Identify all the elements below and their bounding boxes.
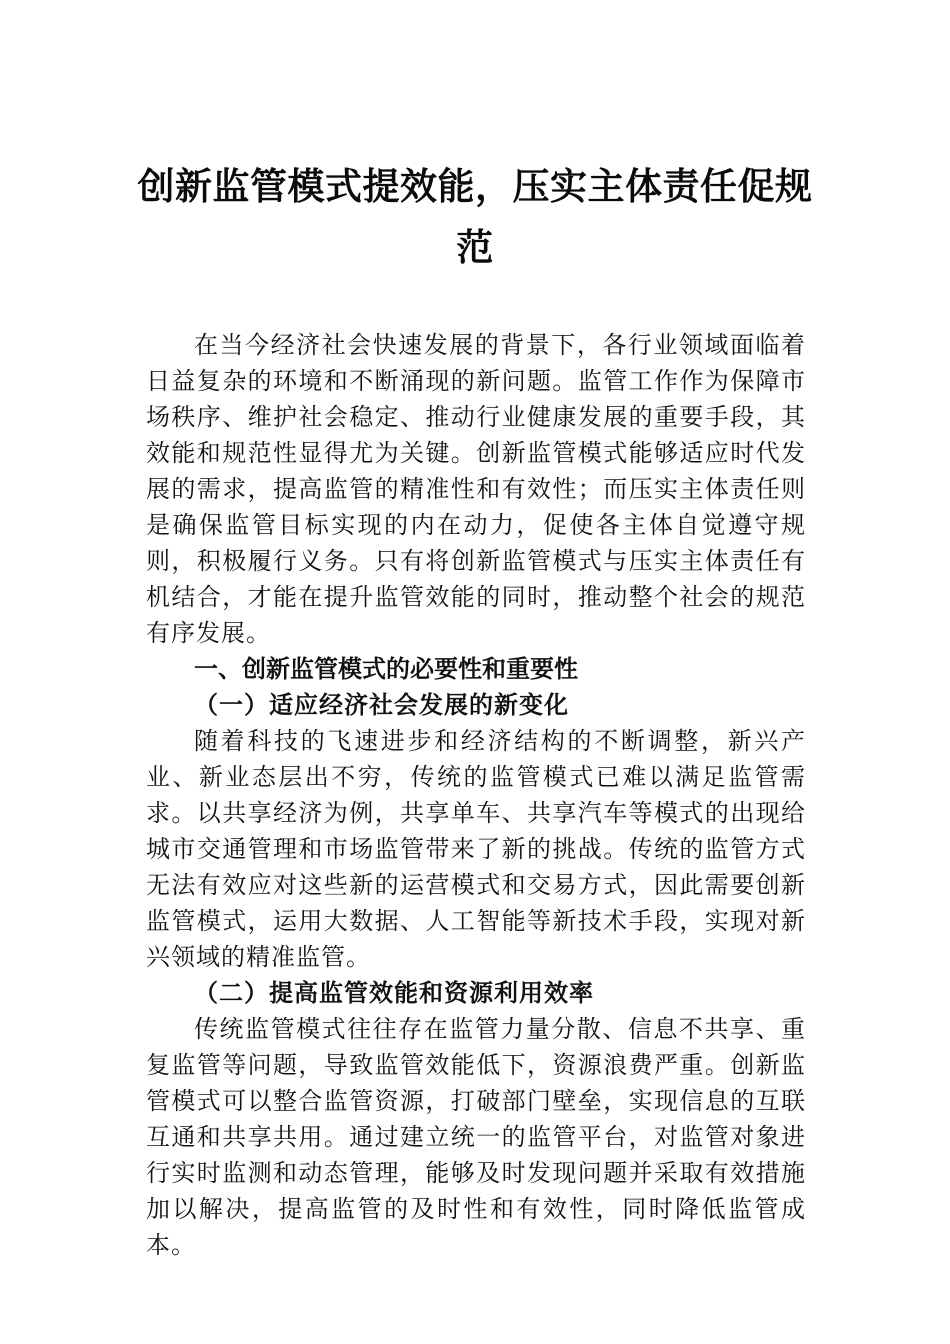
document-title — [120, 156, 830, 278]
title-line-1: 创新监管模式提效能，压实主体责任促规 — [137, 165, 813, 208]
intro-paragraph: 在当今经济社会快速发展的背景下，各行业领域面临着日益复杂的环境和不断涌现的新问题。监管工作作为保障市场秩序、维护社会稳定、推动行业健康发展的重要手段，其效能和规范性显得尤为关键。创新监管模式能够适应时代发展的需求，提高监管的精准性和有效性；而压实主体责任则是确保监管目标实现的内在动力，促使各主体自觉遵守规则，积极履行义务。只有将创新监管模式与压实主体责任有机结合，才能在提升监管效能的同时，推动整个社会的规范有序发展。 — [146, 331, 806, 647]
subsection-2-paragraph: 传统监管模式往往存在监管力量分散、信息不共享、重复监管等问题，导致监管效能低下，资源浪费严重。创新监管模式可以整合监管资源，打破部门壁垒，实现信息的互联互通和共享共用。通过建立统一的监管平台，对监管对象进行实时监测和动态管理，能够及时发现问题并采取有效措施加以解决，提高监管的及时性和有效性，同时降低监管成本。 — [146, 1015, 806, 1259]
subsection-heading-1: （一）适应经济社会发展的新变化 — [194, 690, 569, 719]
title-line-2: 范 — [456, 226, 494, 269]
section-heading-1: 一、创新监管模式的必要性和重要性 — [194, 655, 578, 683]
subsection-heading-2: （二）提高监管效能和资源利用效率 — [194, 978, 594, 1007]
subsection-1-paragraph: 随着科技的飞速进步和经济结构的不断调整，新兴产业、新业态层出不穷，传统的监管模式已难以满足监管需求。以共享经济为例，共享单车、共享汽车等模式的出现给城市交通管理和市场监管带来了新的挑战。传统的监管方式无法有效应对这些新的运营模式和交易方式，因此需要创新监管模式，运用大数据、人工智能等新技术手段，实现对新兴领域的精准监管。 — [146, 727, 806, 971]
document-body — [146, 327, 806, 1263]
